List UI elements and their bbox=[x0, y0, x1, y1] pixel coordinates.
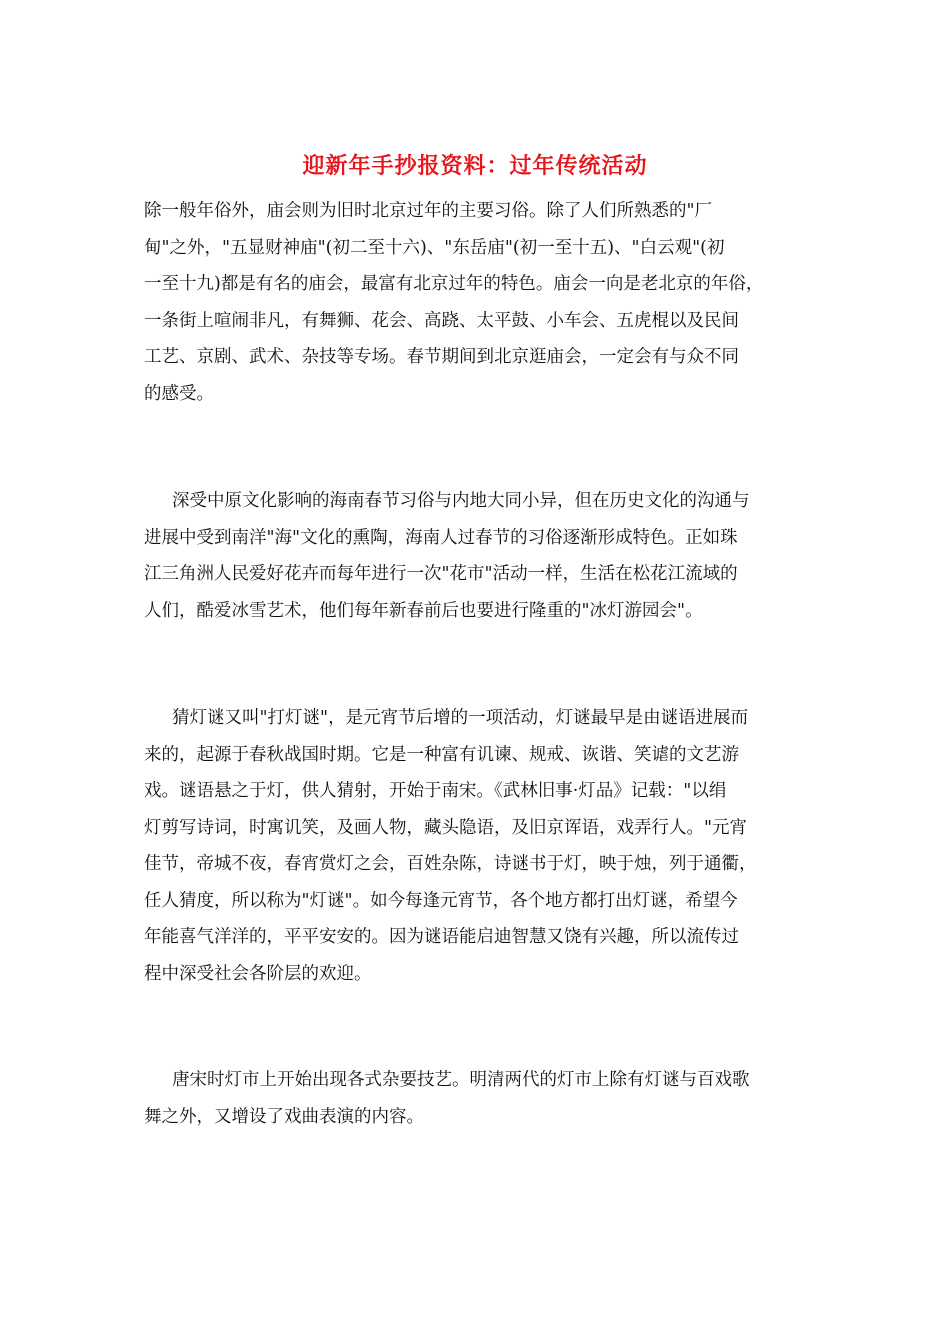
paragraph-line: 江三角洲人民爱好花卉而每年进行一次"花市"活动一样，生活在松花江流域的 bbox=[144, 564, 738, 584]
document-title: 迎新年手抄报资料：过年传统活动 bbox=[302, 153, 648, 179]
paragraph-line: 进展中受到南洋"海"文化的熏陶，海南人过春节的习俗逐渐形成特色。正如珠 bbox=[144, 527, 738, 548]
paragraph-line: 甸"之外，"五显财神庙"(初二至十六)、"东岳庙"(初一至十五)、"白云观"(初 bbox=[144, 237, 725, 258]
paragraph-line: 除一般年俗外，庙会则为旧时北京过年的主要习俗。除了人们所熟悉的"厂 bbox=[144, 201, 713, 221]
paragraph-line: 人们，酷爱冰雪艺术，他们每年新春前后也要进行隆重的"冰灯游园会"。 bbox=[144, 600, 703, 621]
paragraph-line: 的感受。 bbox=[144, 383, 214, 404]
paragraph-line: 程中深受社会各阶层的欢迎。 bbox=[144, 963, 372, 984]
paragraph-hainan-customs bbox=[144, 483, 750, 629]
paragraph-line: 一条街上喧闹非凡，有舞狮、花会、高跷、太平鼓、小车会、五虎棍以及民间 bbox=[144, 310, 739, 331]
paragraph-line: 唐宋时灯市上开始出现各式杂要技艺。明清两代的灯市上除有灯谜与百戏歌 bbox=[172, 1070, 750, 1090]
paragraph-line: 舞之外，又增设了戏曲表演的内容。 bbox=[144, 1106, 424, 1127]
paragraph-line: 深受中原文化影响的海南春节习俗与内地大同小异，但在历史文化的沟通与 bbox=[172, 491, 750, 511]
paragraph-temple-fair bbox=[144, 193, 763, 412]
paragraph-line: 戏。谜语悬之于灯，供人猜射，开始于南宋。《武林旧事·灯品》记载："以绢 bbox=[144, 781, 727, 801]
paragraph-line: 一至十九)都是有名的庙会，最富有北京过年的特色。庙会一向是老北京的年俗， bbox=[144, 274, 764, 294]
paragraph-lantern-riddles bbox=[144, 700, 757, 992]
paragraph-line: 来的，起源于春秋战国时期。它是一种富有讥谏、规戒、诙谐、笑谑的文艺游 bbox=[144, 744, 739, 765]
paragraph-line: 年能喜气洋洋的，平平安安的。因为谜语能启迪智慧又饶有兴趣，所以流传过 bbox=[144, 927, 739, 947]
paragraph-line: 猜灯谜又叫"打灯谜"，是元宵节后增的一项活动，灯谜最早是由谜语进展而 bbox=[172, 708, 749, 728]
paragraph-line: 佳节，帝城不夜，春宵赏灯之会，百姓杂陈，诗谜书于灯，映于烛，列于通衢， bbox=[144, 854, 757, 874]
paragraph-line: 灯剪写诗词，时寓讥笑，及画人物，藏头隐语，及旧京诨语，戏弄行人。"元宵 bbox=[144, 817, 748, 838]
paragraph-line: 工艺、京剧、武术、杂技等专场。春节期间到北京逛庙会，一定会有与众不同 bbox=[144, 347, 739, 367]
paragraph-lantern-market bbox=[144, 1062, 750, 1135]
paragraph-line: 任人猜度，所以称为"灯谜"。如今每逢元宵节，各个地方都打出灯谜，希望今 bbox=[144, 890, 738, 911]
